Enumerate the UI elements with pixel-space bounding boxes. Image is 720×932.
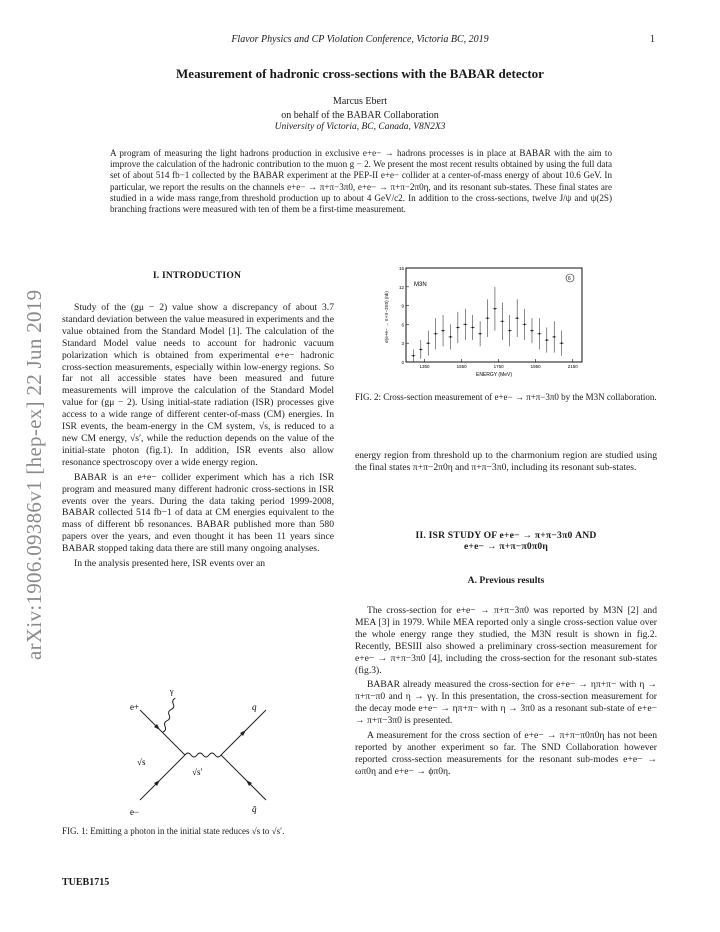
figure2-chart [380,262,590,382]
positron-line [140,755,185,800]
arxiv-stamp: arXiv:1906.09386v1 [hep-ex] 22 Jun 2019 [22,289,46,660]
paper-title: Measurement of hadronic cross-sections with the BABAR detector [176,66,544,81]
label-sqrt-s: √s [137,757,146,767]
antiquark-line [221,755,266,800]
data-point [494,308,496,310]
right-column-continuation: energy region from threshold up to the charmonium region are studied using the final states π+π−2π0η and π+π−3π0, including its resonant sub-states. [355,450,657,473]
paragraph: The cross-section for e+e− → π+π−3π0 was reported by M3N [2] and MEA [3] in 1979. While MEA reported only a single cross-section value over the whole energy range they studied, the M3N result is shown in fig.2. Recently, BESIII also showed a preliminary cross-section measurement for e+e− → π+π−3π0 [4], including the cross-section for the resonant sub-states (fig.3). [355,605,657,676]
x-axis-label: ENERGY (MeV) [475,372,513,378]
data-point [464,324,466,326]
data-point [546,339,548,341]
data-point [538,333,540,335]
y-tick-label: 15 [398,266,404,271]
author: Marcus Ebert [332,96,388,107]
right-column-text [355,605,657,778]
x-tick-label: 1950 [530,364,541,369]
x-tick-label: 1550 [456,364,467,369]
data-point [531,330,533,332]
x-tick-label: 1750 [493,364,504,369]
paragraph: BABAR already measured the cross-section for e+e− → ηπ+π− with η → π+π−π0 and η → γγ. In this presentation, the cross-section measurement for the decay mode e+e− → ηπ+π− with η → 3π0 as a resonant sub-state of e+e− → π+π−3π0 is presented. [355,679,657,727]
cross-section-chart [380,262,590,382]
data-point [561,342,563,344]
running-header: Flavor Physics and CP Violation Conference, Victoria BC, 2019 [231,34,489,45]
y-tick-label: 6 [401,322,404,328]
affiliation: University of Victoria, BC, Canada, V8N2X3 [274,122,446,132]
data-point [553,336,555,338]
inner-label: M3N [414,282,427,288]
data-point [509,330,511,332]
report-number: TUEB1715 [62,877,110,888]
y-tick-label: 3 [401,341,404,347]
section-heading-isr-study [355,530,657,552]
electron-line [140,710,185,755]
figure2-caption: FIG. 2: Cross-section measurement of e+e− → π+π−3π0 by the M3N collaboration. [355,392,657,402]
left-column-text [62,302,334,570]
figure1-caption: FIG. 1: Emitting a photon in the initial state reduces √s to √s′. [62,826,285,836]
abstract: A program of measuring the light hadrons production in exclusive e+e− → hadrons processes is in place at BABAR with the aim to improve the calculation of the hadronic contribution to the muon g − 2. We present the most recent results obtained by using the full data set of about 514 fb−1 collected by the BABAR experiment at the PEP-II e+e− collider at a center-of-mass energy of about 10.6 GeV. In particular, we report the results on the channels e+e− → π+π−3π0, e+e− → π+π−2π0η, and its resonant sub-states. These final states are studied in a wide mass range,from threshold production up to about 4 GeV/c2. In addition to the cross-sections, twelve J/ψ and ψ(2S) branching fractions were measured with ten of them be a first-time measurement. [110,148,612,215]
virtual-photon-line [185,753,221,757]
label-q: q [252,702,257,712]
feynman-diagram [120,680,290,830]
y-tick-label: 12 [398,284,404,290]
data-point [501,320,503,322]
data-point [524,324,526,326]
subsection-heading: A. Previous results [467,575,545,586]
label-eminus: e− [130,807,140,817]
label-qbar: q̄ [252,804,257,814]
data-point [420,349,422,351]
photon-line [162,698,177,733]
feynman-diagram-svg [120,680,290,830]
data-point [413,355,415,357]
data-point [516,317,518,319]
paragraph: In the analysis presented here, ISR events over an [74,558,266,570]
corner-label: 6 [568,276,571,282]
y-tick-label: 9 [401,303,404,309]
data-point [427,342,429,344]
data-point [457,327,459,329]
section-heading-introduction: I. INTRODUCTION [152,270,242,281]
data-point [479,333,481,335]
y-axis-label: σ(e+e− → π+π−3π0) (nb) [384,291,389,343]
y-tick-label: 0 [401,360,404,365]
data-point [442,330,444,332]
data-point [450,336,452,338]
data-point [487,317,489,319]
section-heading-line: II. ISR STUDY OF e+e− → π+π−3π0 AND [415,530,597,541]
x-tick-label: 1350 [419,364,430,369]
paragraph: BABAR is an e+e− collider experiment which has a rich ISR program and measured many different hadronic cross-sections in ISR events over the years. During the data taking period 1999-2008, BABAR collected 514 fb−1 of data at CM energies equivalent to the mass of different bb̄ resonances. BABAR published more than 580 papers over the years, and even thought it has been 11 years since BABAR stopped taking data there are still many ongoing analyses. [62,471,334,555]
plot-frame [406,268,582,362]
page-number: 1 [650,34,655,45]
section-heading-line: e+e− → π+π−π0π0η [463,541,549,552]
data-point [472,327,474,329]
label-gamma: γ [170,687,174,696]
label-eplus: e+ [130,702,140,712]
paragraph: A measurement for the cross section of e+e− → π+π−π0π0η has not been reported by another experiment so far. The SND Collaboration however reported cross-section measurements for the resonant sub-modes e+e− → ωπ0η and e+e− → ϕπ0η. [355,730,657,777]
label-sqrt-sprime: √s′ [192,767,203,777]
data-point [435,333,437,335]
x-tick-label: 2150 [567,364,578,369]
collaboration-line: on behalf of the BABAR Collaboration [281,110,439,121]
paragraph: Study of the (gμ − 2) value show a discrepancy of about 3.7 standard deviation between the value measured in experiments and the value obtained from the Standard Model [1]. The calculation of the Standard Model value needs to account for hadronic vacuum polarization which is obtained from experimental e+e− hadronic cross-section measurements, especially within low-energy regions. So far not all accessible states have been measured and future measurements will improve the calculation of the Standard Model value for (gμ − 2). Using initial-state radiation (ISR) processes give access to a wide range of different center-of-mass (CM) energies. In ISR events, the beam-energy in the CM system, √s, is reduced to a new CM energy, √s′, while the reduction depends on the value of the initial-state photon (fig.1). In addition, ISR events also allow resonance spectroscopy over a wide energy region. [62,302,334,468]
